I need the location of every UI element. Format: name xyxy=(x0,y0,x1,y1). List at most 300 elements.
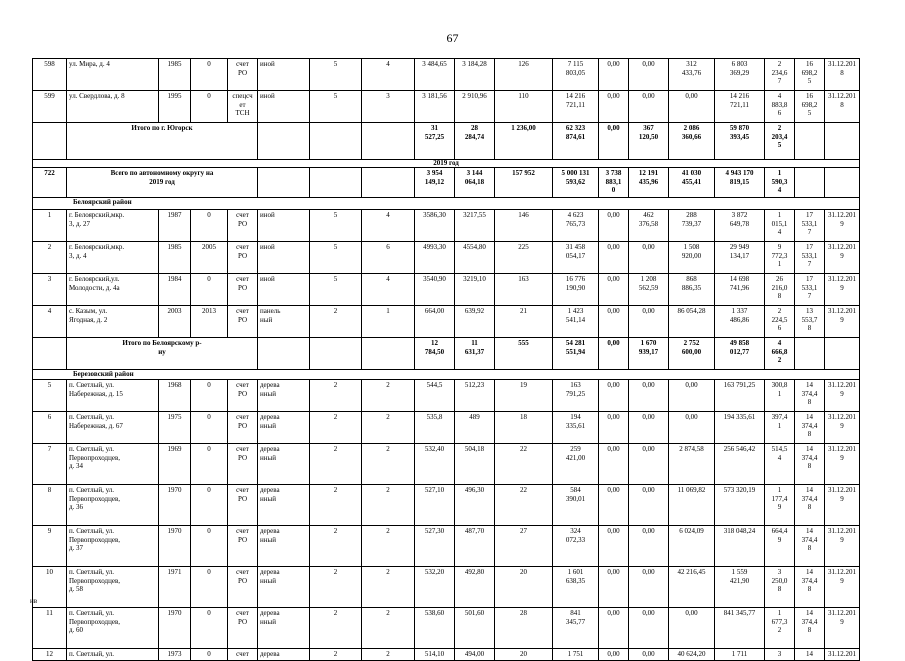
table-cell: 2 xyxy=(310,649,362,661)
table-cell: 0 xyxy=(191,608,228,649)
table-cell: 584 390,01 xyxy=(553,485,599,526)
table-cell: 3586,30 xyxy=(415,210,455,242)
table-row xyxy=(33,412,860,444)
table-cell: счет РО xyxy=(228,608,258,649)
table-cell: 31.12.201 9 xyxy=(825,412,860,444)
table-cell: г. Белоярский,ул. Молодости, д. 4а xyxy=(67,274,159,306)
table-cell: ул. Мира, д. 4 xyxy=(67,59,159,91)
table-cell: 318 048,24 xyxy=(715,526,765,567)
table-cell: 3540,90 xyxy=(415,274,455,306)
table-cell: дерева нный xyxy=(258,444,310,485)
table-cell: 639,92 xyxy=(455,306,495,338)
table-cell: иной xyxy=(258,274,310,306)
table-cell: 0,00 xyxy=(599,123,629,160)
table-cell: 6 803 369,29 xyxy=(715,59,765,91)
district-row xyxy=(33,198,860,210)
table-cell: 0,00 xyxy=(599,210,629,242)
table-row xyxy=(33,380,860,412)
table-cell xyxy=(825,168,860,198)
table-cell: дерева нный xyxy=(258,526,310,567)
row-number: 722 xyxy=(33,168,67,198)
table-cell: 27 xyxy=(495,526,553,567)
subtotal-label: Итого по Белоярскому р- ну xyxy=(67,338,258,370)
table-cell: 54 281 551,94 xyxy=(553,338,599,370)
table-cell: 14 374,4 8 xyxy=(795,412,825,444)
table-cell: 3 954 149,12 xyxy=(415,168,455,198)
table-cell: дерева нный xyxy=(258,485,310,526)
table-cell: 2 xyxy=(362,380,415,412)
table-cell: счет РО xyxy=(228,444,258,485)
table-cell: 1 015,1 4 xyxy=(765,210,795,242)
table-row xyxy=(33,91,860,123)
table-cell: 0,00 xyxy=(669,91,715,123)
subtotal-row xyxy=(33,123,860,160)
table-cell: 31.12.201 9 xyxy=(825,444,860,485)
table-cell: 367 120,50 xyxy=(629,123,669,160)
table-cell: 14 374,4 8 xyxy=(795,608,825,649)
table-cell: 14 698 741,96 xyxy=(715,274,765,306)
table-cell xyxy=(310,338,362,370)
table-cell: 7 115 803,05 xyxy=(553,59,599,91)
table-cell: счет РО xyxy=(228,210,258,242)
table-body xyxy=(33,59,860,661)
table-cell: 18 xyxy=(495,412,553,444)
table-cell: 0,00 xyxy=(629,649,669,661)
table-cell: 0 xyxy=(191,649,228,661)
table-cell: 5 xyxy=(310,274,362,306)
table-row xyxy=(33,242,860,274)
table-cell: 62 323 874,61 xyxy=(553,123,599,160)
table-cell: 3217,55 xyxy=(455,210,495,242)
table-cell: 40 624,20 xyxy=(669,649,715,661)
table-cell: 0,00 xyxy=(599,649,629,661)
table-cell: 512,23 xyxy=(455,380,495,412)
table-cell: 8 xyxy=(33,485,67,526)
table-cell: ул. Свердлова, д. 8 xyxy=(67,91,159,123)
table-cell: 0,00 xyxy=(599,306,629,338)
table-cell: 2 xyxy=(362,567,415,608)
table-cell: 5 xyxy=(310,91,362,123)
table-cell: 4 xyxy=(362,59,415,91)
table-cell: 0,00 xyxy=(599,242,629,274)
table-cell: счет РО xyxy=(228,412,258,444)
table-cell: 14 216 721,11 xyxy=(553,91,599,123)
table-cell: 146 xyxy=(495,210,553,242)
table-cell: 2 874,58 xyxy=(669,444,715,485)
grand-total-row xyxy=(33,168,860,198)
table-cell: 2 xyxy=(362,412,415,444)
table-cell: иной xyxy=(258,242,310,274)
table-cell: 16 698,2 5 xyxy=(795,59,825,91)
table-cell: счет РО xyxy=(228,59,258,91)
table-cell: 0 xyxy=(191,526,228,567)
table-cell: 1 677,3 2 xyxy=(765,608,795,649)
table-cell: п. Светлый, ул. Набережная, д. 15 xyxy=(67,380,159,412)
table-cell: 397,4 1 xyxy=(765,412,795,444)
footer-mark: нв xyxy=(30,597,38,605)
table-cell: 1 559 421,90 xyxy=(715,567,765,608)
table-cell: 1973 xyxy=(159,649,191,661)
table-cell: 514,10 xyxy=(415,649,455,661)
table-cell: 0,00 xyxy=(599,380,629,412)
table-cell: 3 xyxy=(765,649,795,661)
table-cell: 14 216 721,11 xyxy=(715,91,765,123)
table-cell: 31.12.201 9 xyxy=(825,526,860,567)
table-cell: п. Светлый, ул. xyxy=(67,649,159,661)
subtotal-row xyxy=(33,338,860,370)
table-row xyxy=(33,306,860,338)
table-cell: г. Белоярский,мкр. 3, д. 4 xyxy=(67,242,159,274)
table-cell: 544,5 xyxy=(415,380,455,412)
table-cell: 12 784,50 xyxy=(415,338,455,370)
table-cell: 3 xyxy=(33,274,67,306)
table-cell: дерева нный xyxy=(258,608,310,649)
table-cell: 16 698,2 5 xyxy=(795,91,825,123)
table-cell: 1 590,3 4 xyxy=(765,168,795,198)
table-cell: 0,00 xyxy=(629,567,669,608)
table-cell: 225 xyxy=(495,242,553,274)
table-cell: 1987 xyxy=(159,210,191,242)
table-cell: 11 631,37 xyxy=(455,338,495,370)
table-cell: 462 376,58 xyxy=(629,210,669,242)
table-cell: 12 xyxy=(33,649,67,661)
table-cell: 2 xyxy=(310,412,362,444)
table-cell: 3219,10 xyxy=(455,274,495,306)
table-cell: 868 886,35 xyxy=(669,274,715,306)
table-cell: 0,00 xyxy=(599,412,629,444)
table-cell: г. Белоярский,мкр. 3, д. 27 xyxy=(67,210,159,242)
table-cell: 2 203,4 5 xyxy=(765,123,795,160)
table-row xyxy=(33,649,860,661)
table-cell: счет РО xyxy=(228,306,258,338)
table-cell: 2 xyxy=(310,608,362,649)
table-cell: 31.12.201 9 xyxy=(825,242,860,274)
table-cell: 532,40 xyxy=(415,444,455,485)
table-cell: 10 xyxy=(33,567,67,608)
table-cell: 3 738 883,1 0 xyxy=(599,168,629,198)
grand-total-label: Всего по автономному округу на 2019 год xyxy=(67,168,258,198)
table-cell: счет РО xyxy=(228,242,258,274)
table-cell: 31 527,25 xyxy=(415,123,455,160)
table-cell xyxy=(825,123,860,160)
table-cell: 14 374,4 8 xyxy=(795,380,825,412)
table-cell: 0,00 xyxy=(629,412,669,444)
table-cell: 20 xyxy=(495,649,553,661)
table-cell: 841 345,77 xyxy=(715,608,765,649)
table-cell: 1984 xyxy=(159,274,191,306)
table-cell: 21 xyxy=(495,306,553,338)
table-cell: 288 739,37 xyxy=(669,210,715,242)
table-cell: 5 xyxy=(310,242,362,274)
table-cell: 5 xyxy=(310,59,362,91)
subtotal-label: Итого по г. Югорск xyxy=(67,123,258,160)
table-cell: 31.12.201 9 xyxy=(825,608,860,649)
table-cell: п. Светлый, ул. Первопроходцев, д. 36 xyxy=(67,485,159,526)
table-cell: 14 374,4 8 xyxy=(795,444,825,485)
table-cell: 31.12.201 8 xyxy=(825,91,860,123)
table-cell: 29 949 134,17 xyxy=(715,242,765,274)
table-cell: 28 284,74 xyxy=(455,123,495,160)
table-cell: 0,00 xyxy=(599,274,629,306)
table-cell xyxy=(795,168,825,198)
table-cell: 555 xyxy=(495,338,553,370)
year-row xyxy=(33,160,860,168)
table-cell: 4 666,8 2 xyxy=(765,338,795,370)
table-cell: 4554,80 xyxy=(455,242,495,274)
table-cell xyxy=(310,123,362,160)
table-cell: 110 xyxy=(495,91,553,123)
table-cell: 0,00 xyxy=(629,526,669,567)
table-cell: 2 xyxy=(310,306,362,338)
table-cell: п. Светлый, ул. Набережная, д. 67 xyxy=(67,412,159,444)
table-cell: 9 772,3 1 xyxy=(765,242,795,274)
table-cell: 194 335,61 xyxy=(715,412,765,444)
table-cell: 1968 xyxy=(159,380,191,412)
table-cell: п. Светлый, ул. Первопроходцев, д. 60 xyxy=(67,608,159,649)
table-cell: 5 xyxy=(310,210,362,242)
table-cell xyxy=(33,123,67,160)
table-cell: 1995 xyxy=(159,91,191,123)
table-cell: счет РО xyxy=(228,526,258,567)
table-cell xyxy=(258,168,310,198)
table-cell: счет РО xyxy=(228,380,258,412)
table-cell: 19 xyxy=(495,380,553,412)
table-cell: 0,00 xyxy=(629,91,669,123)
table-cell: 1985 xyxy=(159,242,191,274)
table-cell: 31.12.201 9 xyxy=(825,567,860,608)
page-number: 67 xyxy=(446,31,459,45)
table-cell: спецсч ет ТСН xyxy=(228,91,258,123)
table-cell: 2 086 360,66 xyxy=(669,123,715,160)
table-cell: 2 xyxy=(310,567,362,608)
table-cell: 664,4 9 xyxy=(765,526,795,567)
table-cell: 3 xyxy=(362,91,415,123)
table-cell: 514,5 4 xyxy=(765,444,795,485)
table-cell: 1 208 562,59 xyxy=(629,274,669,306)
table-cell: счет РО xyxy=(228,567,258,608)
table-cell: 0,00 xyxy=(599,526,629,567)
table-cell: 1 423 541,14 xyxy=(553,306,599,338)
table-cell: 6 024,09 xyxy=(669,526,715,567)
table-cell: 0 xyxy=(191,380,228,412)
table-cell: дерева нный xyxy=(258,412,310,444)
table-cell: 86 054,28 xyxy=(669,306,715,338)
table-cell: 664,00 xyxy=(415,306,455,338)
table-cell: 1970 xyxy=(159,485,191,526)
table-cell: 3 184,28 xyxy=(455,59,495,91)
table-cell: 0,00 xyxy=(629,608,669,649)
table-cell: 0 xyxy=(191,91,228,123)
table-cell: 11 xyxy=(33,608,67,649)
table-cell: 0 xyxy=(191,412,228,444)
table-cell xyxy=(258,338,310,370)
table-cell: 1969 xyxy=(159,444,191,485)
table-cell: 1 236,00 xyxy=(495,123,553,160)
table-cell: 2 xyxy=(362,526,415,567)
table-cell: 1 711 xyxy=(715,649,765,661)
table-cell: 42 216,45 xyxy=(669,567,715,608)
table-cell: 22 xyxy=(495,485,553,526)
table-cell: 1985 xyxy=(159,59,191,91)
table-cell: 6 xyxy=(362,242,415,274)
table-cell: п. Светлый, ул. Первопроходцев, д. 58 xyxy=(67,567,159,608)
table-cell: 0,00 xyxy=(629,380,669,412)
table-cell: 1971 xyxy=(159,567,191,608)
table-cell: 14 374,4 8 xyxy=(795,485,825,526)
table-cell: 496,30 xyxy=(455,485,495,526)
table-cell: 26 216,0 8 xyxy=(765,274,795,306)
table-cell: 599 xyxy=(33,91,67,123)
table-row xyxy=(33,608,860,649)
table-cell: 31.12.201 9 xyxy=(825,306,860,338)
table-cell: 22 xyxy=(495,444,553,485)
table-cell: 4 883,8 6 xyxy=(765,91,795,123)
table-cell: 0 xyxy=(191,444,228,485)
table-cell: 12 191 435,96 xyxy=(629,168,669,198)
table-cell: 9 xyxy=(33,526,67,567)
table-cell: 494,00 xyxy=(455,649,495,661)
table-cell: панель ный xyxy=(258,306,310,338)
table-cell: 14 374,4 8 xyxy=(795,567,825,608)
housing-register-table xyxy=(32,58,860,661)
table-cell: 2 xyxy=(362,608,415,649)
table-cell: 2003 xyxy=(159,306,191,338)
table-cell: 1975 xyxy=(159,412,191,444)
table-cell: 31.12.201 9 xyxy=(825,380,860,412)
table-cell: 13 553,7 8 xyxy=(795,306,825,338)
table-cell: 0 xyxy=(191,210,228,242)
table-cell: 2 xyxy=(362,444,415,485)
table-cell: 0,00 xyxy=(629,306,669,338)
table-cell: 17 533,1 7 xyxy=(795,242,825,274)
table-cell: 487,70 xyxy=(455,526,495,567)
table-cell: 527,10 xyxy=(415,485,455,526)
table-cell: 0,00 xyxy=(599,91,629,123)
table-cell xyxy=(362,338,415,370)
table-cell: 2 xyxy=(310,526,362,567)
table-cell: 538,60 xyxy=(415,608,455,649)
table-cell: 0,00 xyxy=(669,412,715,444)
table-cell: 2 xyxy=(33,242,67,274)
table-cell: иной xyxy=(258,91,310,123)
table-cell: 31.12.201 9 xyxy=(825,210,860,242)
table-cell: 20 xyxy=(495,567,553,608)
table-cell: 1 177,4 9 xyxy=(765,485,795,526)
table-cell: счет РО xyxy=(228,485,258,526)
table-cell: иной xyxy=(258,59,310,91)
district-label: Березовский район xyxy=(33,370,860,380)
table-cell: дерева нный xyxy=(258,380,310,412)
table-cell: 2 xyxy=(362,485,415,526)
table-cell: 0,00 xyxy=(599,485,629,526)
table-cell: 16 776 190,90 xyxy=(553,274,599,306)
table-cell: 1 751 xyxy=(553,649,599,661)
table-cell: 2 234,6 7 xyxy=(765,59,795,91)
table-cell: 2013 xyxy=(191,306,228,338)
table-cell: 5 000 131 593,62 xyxy=(553,168,599,198)
table-cell: 194 335,61 xyxy=(553,412,599,444)
table-cell: 0,00 xyxy=(669,380,715,412)
table-row xyxy=(33,444,860,485)
table-cell: 532,20 xyxy=(415,567,455,608)
table-cell: 4 943 170 819,15 xyxy=(715,168,765,198)
table-cell: 598 xyxy=(33,59,67,91)
table-cell: 256 546,42 xyxy=(715,444,765,485)
table-cell: 2 xyxy=(310,485,362,526)
table-cell: 163 791,25 xyxy=(715,380,765,412)
table-cell: 3 144 064,18 xyxy=(455,168,495,198)
table-cell: 2 xyxy=(310,380,362,412)
table-cell: 1 670 939,17 xyxy=(629,338,669,370)
table-cell: 0,00 xyxy=(599,444,629,485)
table-cell: 535,8 xyxy=(415,412,455,444)
table-cell: 1 xyxy=(33,210,67,242)
table-cell: иной xyxy=(258,210,310,242)
table-cell: 14 xyxy=(795,649,825,661)
table-cell: счет xyxy=(228,649,258,661)
table-cell: 163 791,25 xyxy=(553,380,599,412)
table-cell: 0,00 xyxy=(629,242,669,274)
table-cell: 31.12.201 9 xyxy=(825,485,860,526)
table-cell: 0,00 xyxy=(599,338,629,370)
table-row xyxy=(33,274,860,306)
table-row xyxy=(33,210,860,242)
table-cell: 4 xyxy=(362,210,415,242)
table-cell: 41 030 455,41 xyxy=(669,168,715,198)
table-cell: 31.12.201 9 xyxy=(825,274,860,306)
table-cell: 4 xyxy=(362,274,415,306)
table-cell: 312 433,76 xyxy=(669,59,715,91)
table-cell: 492,80 xyxy=(455,567,495,608)
table-cell xyxy=(825,338,860,370)
table-cell: 14 374,4 8 xyxy=(795,526,825,567)
table-cell: 0,00 xyxy=(629,59,669,91)
table-cell: 324 072,33 xyxy=(553,526,599,567)
table-cell: 31.12.201 8 xyxy=(825,59,860,91)
table-cell: 501,60 xyxy=(455,608,495,649)
table-cell: 31 458 054,17 xyxy=(553,242,599,274)
table-cell: 11 069,82 xyxy=(669,485,715,526)
table-cell: 2 224,5 6 xyxy=(765,306,795,338)
year-label: 2019 год xyxy=(33,160,860,168)
table-cell: 259 421,00 xyxy=(553,444,599,485)
table-cell: 527,30 xyxy=(415,526,455,567)
table-cell: 1 337 486,86 xyxy=(715,306,765,338)
table-cell: 1970 xyxy=(159,526,191,567)
table-cell: 31.12.201 xyxy=(825,649,860,661)
table-cell: п. Светлый, ул. Первопроходцев, д. 34 xyxy=(67,444,159,485)
table-cell: 6 xyxy=(33,412,67,444)
table-cell xyxy=(310,168,362,198)
table-row xyxy=(33,526,860,567)
table-cell: 2 752 600,00 xyxy=(669,338,715,370)
table-cell xyxy=(362,168,415,198)
table-cell: 1 508 920,00 xyxy=(669,242,715,274)
table-cell: 1970 xyxy=(159,608,191,649)
table-cell: 163 xyxy=(495,274,553,306)
table-cell: 17 533,1 7 xyxy=(795,210,825,242)
district-label: Белоярский район xyxy=(33,198,860,210)
table-cell: 49 858 012,77 xyxy=(715,338,765,370)
table-cell: 2005 xyxy=(191,242,228,274)
table-cell: 0,00 xyxy=(599,59,629,91)
table-cell: 2 xyxy=(310,444,362,485)
table-cell xyxy=(258,123,310,160)
table-cell: 3 872 649,78 xyxy=(715,210,765,242)
table-cell: 573 320,19 xyxy=(715,485,765,526)
table-cell: 0,00 xyxy=(599,567,629,608)
table-cell: 0 xyxy=(191,274,228,306)
